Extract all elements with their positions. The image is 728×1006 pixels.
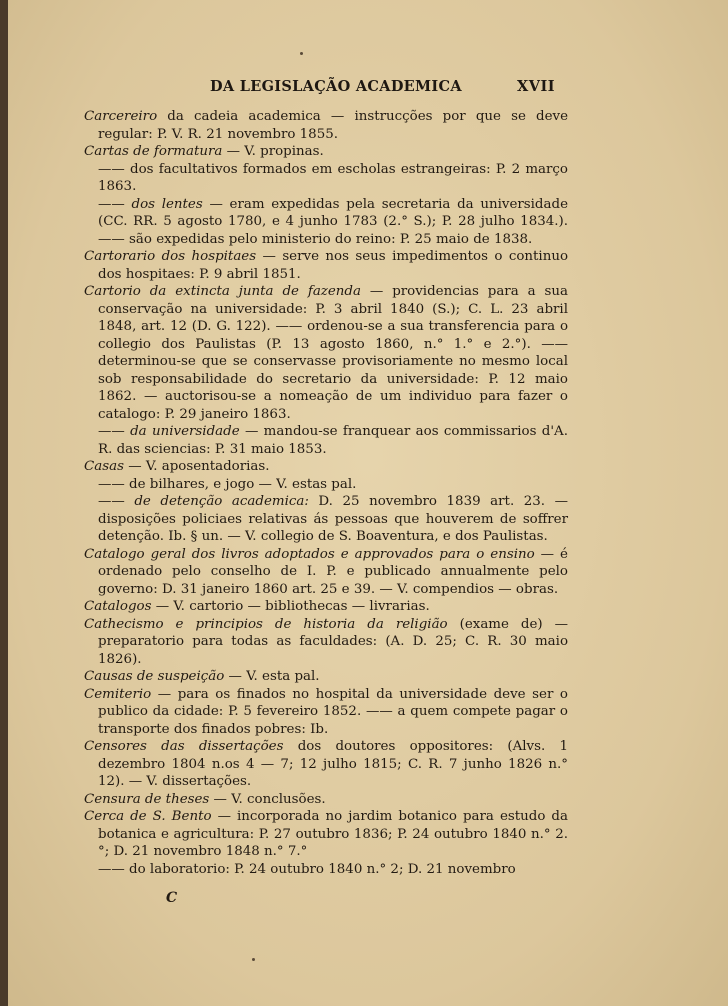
index-subentry: —— de detenção academica: D. 25 novembro 1839 art. 23. — disposições policiaes relativas ás pessoas que houverem de soffrer detenção. Ib. § un. — V. collegio de S. Boaventura, e dos Paulistas. (98, 494, 568, 544)
index-entry: Carcereiro da cadeia academica — instrucções por que se deve regular: P. V. R. 21 novembro 1855. (84, 109, 568, 142)
index-subentry: —— de bilhares, e jogo — V. estas pal. (98, 476, 357, 492)
index-entry: Cartorio da extincta junta de fazenda — providencias para a sua conservação na universidade: P. 3 abril 1840 (S.); C. L. 23 abril 1848, art. 12 (D. G. 122). —— ordenou-se a sua transferencia para o collegio dos Paulistas (P. 13 agosto 1860, n.° 1.° e 2.°). —— determinou-se que se conservasse provisoriamente no mesmo local sob responsabilidade do secretario da universidade: P. 12 maio 1862. — auctorisou-se a nomeação de um individuo para fazer o catalogo: P. 29 janeiro 1863. (84, 284, 568, 422)
index-subentry: —— do laboratorio: P. 24 outubro 1840 n.° 2; D. 21 novembro (98, 861, 516, 877)
signature-mark: C (166, 890, 178, 906)
page-number: XVII (517, 78, 556, 95)
index-entry: Casas — V. aposentadorias. (84, 459, 270, 474)
index-entry: Cartorario dos hospitaes — serve nos seus impedimentos o continuo dos hospitaes: P. 9 abril 1851. (84, 249, 569, 282)
index-subentry: —— dos lentes — eram expedidas pela secretaria da universidade (CC. RR. 5 agosto 1780, e 4 junho 1783 (2.° S.); P. 28 julho 1834.). —— são expedidas pelo ministerio do reino: P. 25 maio de 1838. (98, 196, 568, 247)
paper-speck (252, 958, 255, 961)
index-entry: Censura de theses — V. conclusões. (84, 791, 326, 807)
index-subentry: —— da universidade — mandou-se franquear aos commissarios d'A. R. das sciencias: P. 31 maio 1853. (98, 424, 568, 457)
index-entry: Censores das dissertações dos doutores oppositores: (Alvs. 1 dezembro 1804 n.os 4 — 7; 12 julho 1815; C. R. 7 junho 1826 n.° 12). — V. dissertações. (84, 739, 568, 789)
paper-speck (300, 52, 303, 55)
header-title: DA LEGISLAÇÃO ACADEMICA (210, 78, 462, 95)
index-entry: Causas de suspeição — V. esta pal. (84, 669, 320, 684)
index-entry: Cemiterio — para os finados no hospital da universidade deve ser o publico da cidade: P. 5 fevereiro 1852. —— a quem compete pagar o transporte dos finados pobres: Ib. (84, 686, 568, 737)
running-header (8, 78, 728, 98)
index-entry: Catalogo geral dos livros adoptados e approvados para o ensino — é ordenado pelo conselho de I. P. e publicado annualmente pelo governo: D. 31 janeiro 1860 art. 25 e 39. — V. compendios — obras. (84, 546, 568, 597)
index-subentry: —— dos facultativos formados em escholas estrangeiras: P. 2 março 1863. (98, 161, 568, 194)
index-entry: Catalogos — V. cartorio — bibliothecas — livrarias. (84, 599, 430, 614)
index-entry: Cathecismo e principios de historia da religião (exame de) — preparatorio para todas as faculdades: (A. D. 25; C. R. 30 maio 1826). (84, 616, 569, 667)
index-entry: Cartas de formatura — V. propinas. (84, 144, 324, 159)
index-entry: Cerca de S. Bento — incorporada no jardim botanico para estudo da botanica e agricultura: P. 27 outubro 1836; P. 24 outubro 1840 n.° 2.°; D. 21 novembro 1848 n.° 7.° (84, 809, 568, 859)
index-entries (84, 108, 568, 878)
